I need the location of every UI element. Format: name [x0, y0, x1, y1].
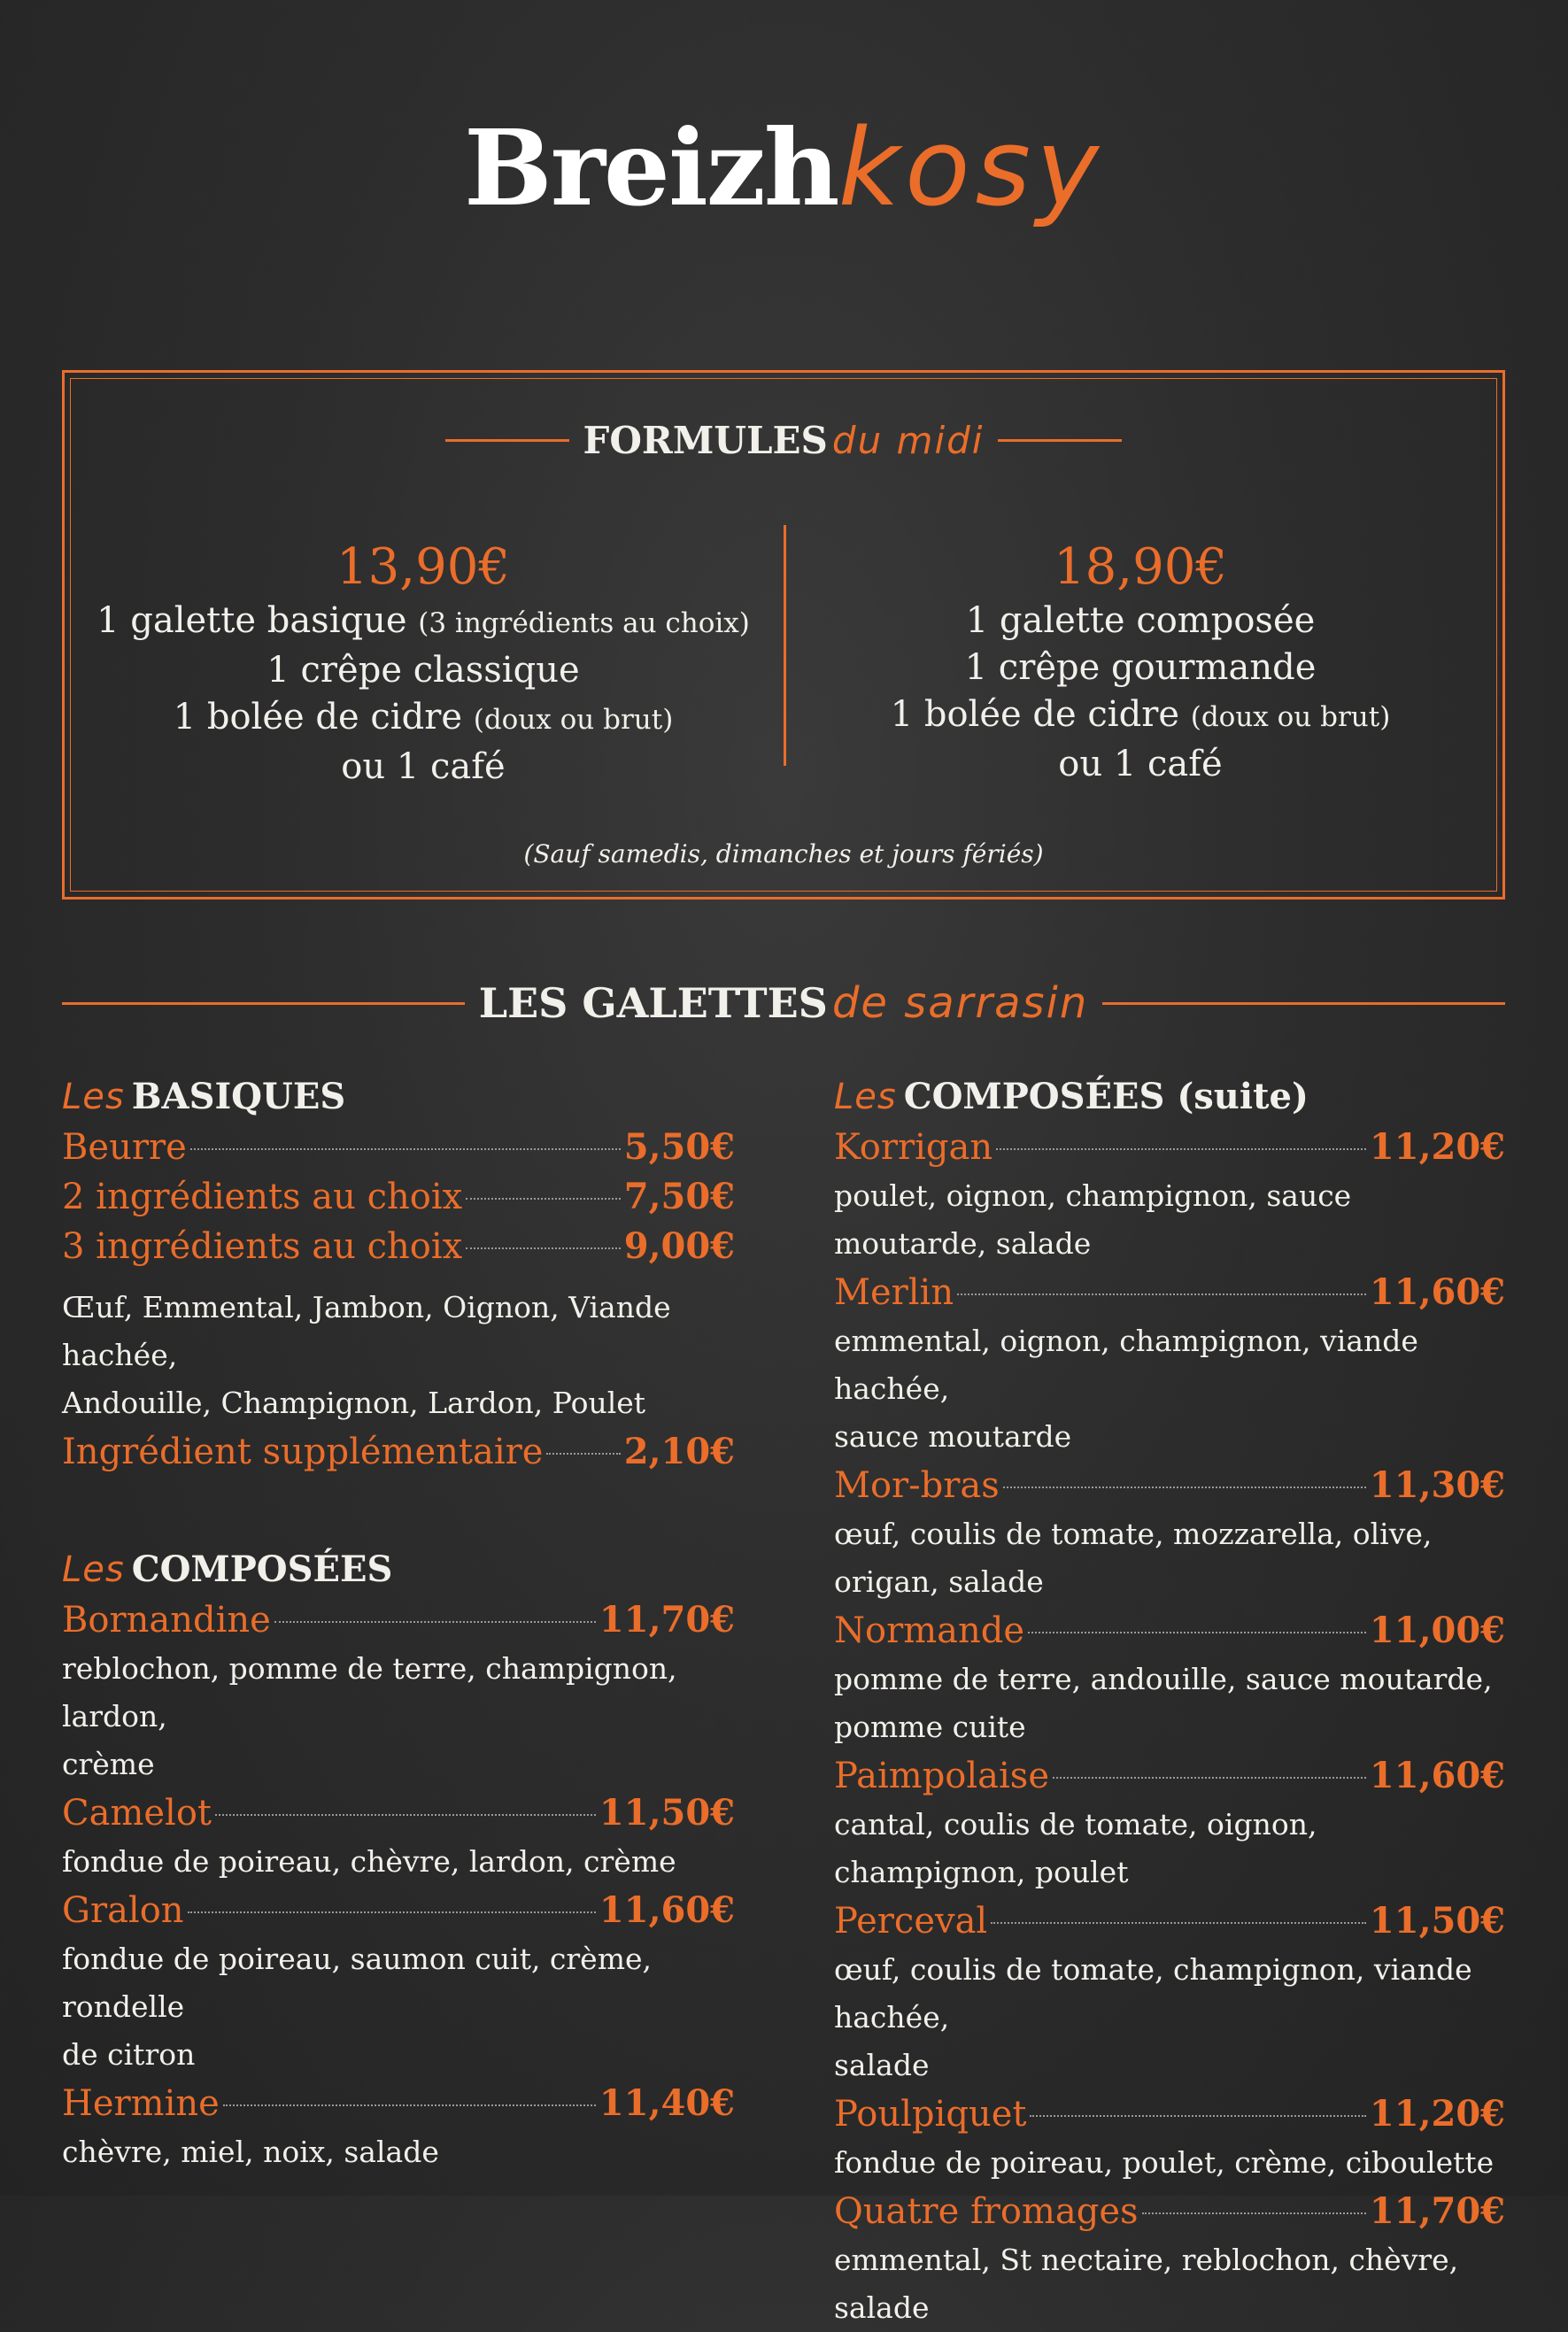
menu-item-desc: sauce moutarde — [834, 1419, 1072, 1454]
formule-item: 1 bolée de cidre (doux ou brut) — [890, 694, 1391, 735]
formules-title — [65, 419, 1502, 462]
menu-item: Beurre 5,50€ — [62, 1126, 735, 1168]
column-right — [834, 1071, 1505, 2332]
formule-item: 1 crêpe gourmande — [964, 647, 1317, 688]
menu-item: Perceval 11,50€ — [834, 1900, 1505, 1942]
formule-item: 1 crêpe classique — [266, 650, 580, 691]
formule-item: 1 galette composée — [965, 600, 1316, 641]
menu-item: Paimpolaise 11,60€ — [834, 1755, 1505, 1796]
logo-kosy: kosy — [838, 107, 1105, 230]
formules-box — [62, 370, 1505, 900]
menu-item: Quatre fromages 11,70€ — [834, 2190, 1505, 2232]
menu-item-desc: salade — [834, 2048, 930, 2082]
ingredients-list: Andouille, Champignon, Lardon, Poulet — [62, 1386, 646, 1420]
menu-item-desc: œuf, coulis de tomate, mozzarella, olive, origan, salade — [834, 1517, 1433, 1599]
title-line-left — [62, 1002, 465, 1005]
ingredients-list: Œuf, Emmental, Jambon, Oignon, Viande hachée, — [62, 1290, 671, 1372]
basiques-heading: Les BASIQUES — [62, 1076, 346, 1117]
logo-breizh: Breizh — [463, 106, 838, 229]
menu-item: 3 ingrédients au choix 9,00€ — [62, 1225, 735, 1267]
menu-item-desc: reblochon, pomme de terre, champignon, lardon, — [62, 1651, 677, 1734]
menu-item: Hermine 11,40€ — [62, 2082, 735, 2124]
formule-price: 13,90€ — [336, 538, 510, 596]
menu-item-desc: fondue de poireau, saumon cuit, crème, rondelle — [62, 1942, 653, 2024]
menu-item: Gralon 11,60€ — [62, 1889, 735, 1931]
formule-item: ou 1 café — [1058, 744, 1223, 784]
menu-item: Bornandine 11,70€ — [62, 1599, 735, 1641]
logo — [0, 106, 1568, 230]
menu-item: Normande 11,00€ — [834, 1610, 1505, 1651]
menu-item-desc: poulet, oignon, champignon, sauce moutarde, salade — [834, 1178, 1352, 1261]
formule-price: 18,90€ — [1054, 538, 1227, 596]
title-line-left — [445, 439, 569, 442]
menu-item: 2 ingrédients au choix 7,50€ — [62, 1176, 735, 1217]
menu-item-desc: crème — [62, 1747, 155, 1781]
galettes-title-script: de sarrasin — [831, 978, 1089, 1028]
menu-item-desc: fondue de poireau, chèvre, lardon, crème — [62, 1844, 676, 1879]
menu-item: Korrigan 11,20€ — [834, 1126, 1505, 1168]
menu-item: Merlin 11,60€ — [834, 1271, 1505, 1313]
menu-item: Mor-bras 11,30€ — [834, 1464, 1505, 1506]
formule-item: ou 1 café — [341, 746, 506, 787]
composees-heading: Les COMPOSÉES — [62, 1548, 393, 1590]
menu-item: Poulpiquet 11,20€ — [834, 2093, 1505, 2135]
composees-suite-heading: Les COMPOSÉES (suite) — [834, 1076, 1309, 1117]
formule-left — [82, 539, 764, 791]
formules-title-script: du midi — [831, 419, 985, 462]
menu-item-desc: œuf, coulis de tomate, champignon, viande hachée, — [834, 1952, 1472, 2035]
menu-item-desc: pomme cuite — [834, 1710, 1026, 1744]
menu-item-desc: chèvre, miel, noix, salade — [62, 2135, 439, 2169]
menu-item-extra: Ingrédient supplémentaire 2,10€ — [62, 1431, 735, 1472]
galettes-title-caps: LES GALETTES — [478, 979, 828, 1027]
menu-item-desc: cantal, coulis de tomate, oignon, champignon, poulet — [834, 1807, 1317, 1889]
formules-title-caps: FORMULES — [583, 419, 828, 462]
menu-item: Camelot 11,50€ — [62, 1792, 735, 1834]
formule-item: 1 bolée de cidre (doux ou brut) — [173, 697, 674, 737]
formule-right — [799, 539, 1481, 788]
galettes-title — [62, 978, 1505, 1028]
formules-divider — [784, 525, 786, 766]
column-left — [62, 1071, 735, 2176]
menu-item-desc: fondue de poireau, poulet, crème, ciboulette — [834, 2145, 1495, 2180]
title-line-right — [998, 439, 1122, 442]
menu-item-desc: pomme de terre, andouille, sauce moutarde, — [834, 1662, 1493, 1696]
menu-item-desc: de citron — [62, 2037, 196, 2072]
menu-item-desc: emmental, St nectaire, reblochon, chèvre, salade — [834, 2243, 1459, 2325]
title-line-right — [1102, 1002, 1505, 1005]
formules-footnote: (Sauf samedis, dimanches et jours fériés) — [523, 839, 1044, 869]
menu-item-desc: emmental, oignon, champignon, viande hachée, — [834, 1324, 1418, 1406]
formule-item: 1 galette basique (3 ingrédients au choix) — [97, 600, 750, 641]
